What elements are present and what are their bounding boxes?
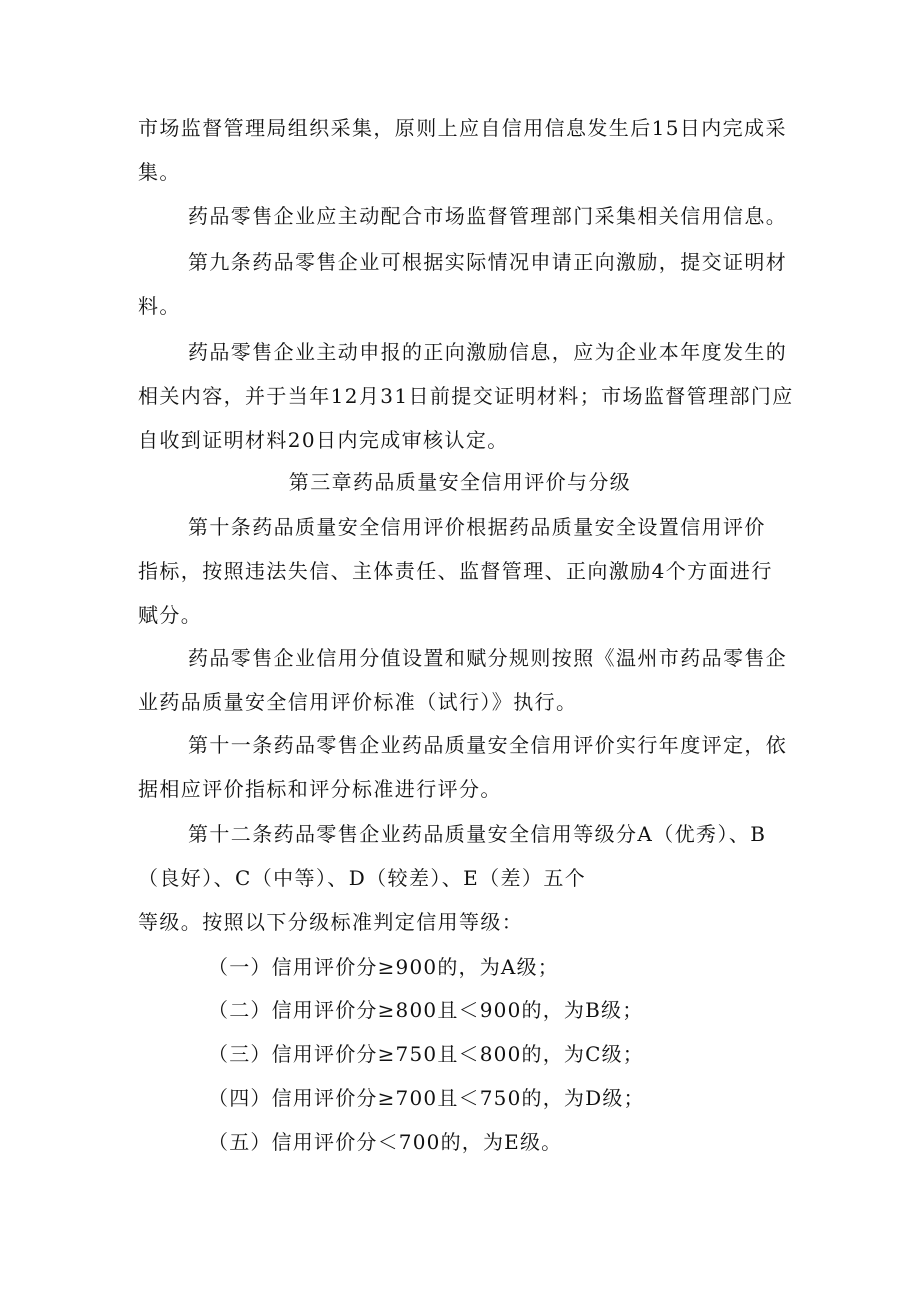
text-line: 第九条药品零售企业可根据实际情况申请正向激励，提交证明材 bbox=[188, 250, 788, 274]
paragraph-article-10 bbox=[138, 505, 788, 637]
grade-list-item-e: （五）信用评价分＜700的，为E级。 bbox=[208, 1130, 563, 1154]
text-line: 药品零售企业应主动配合市场监督管理部门采集相关信用信息。 bbox=[188, 204, 788, 228]
text-line: 市场监督管理局组织采集，原则上应自信用信息发生后15日内完成采 bbox=[138, 116, 787, 140]
chapter-heading: 第三章药品质量安全信用评价与分级 bbox=[288, 470, 632, 494]
grade-list-item-b: （二）信用评价分≥800且＜900的，为B级； bbox=[208, 998, 644, 1022]
grade-list-item-c: （三）信用评价分≥750且＜800的，为C级； bbox=[208, 1042, 645, 1066]
text-line: 集。 bbox=[138, 160, 181, 184]
paragraph-positive-incentive bbox=[138, 330, 794, 462]
grade-list-item-a: （一）信用评价分≥900的，为A级； bbox=[208, 955, 559, 979]
text-line: 自收到证明材料20日内完成审核认定。 bbox=[138, 428, 509, 452]
text-line: 赋分。 bbox=[138, 603, 203, 627]
text-line: 相关内容，并于当年12月31日前提交证明材料；市场监督管理部门应 bbox=[138, 384, 794, 408]
text-line: 指标，按照违法失信、主体责任、监督管理、正向激励4个方面进行 bbox=[138, 559, 773, 583]
paragraph-collection-deadline bbox=[138, 106, 788, 194]
text-line: 药品零售企业信用分值设置和赋分规则按照《温州市药品零售企 bbox=[188, 646, 788, 670]
paragraph-article-9 bbox=[138, 240, 788, 328]
text-line: 第十二条药品零售企业药品质量安全信用等级分A（优秀）、B bbox=[188, 822, 767, 846]
text-line: 等级。按照以下分级标准判定信用等级： bbox=[138, 910, 524, 934]
paragraph-article-12 bbox=[138, 812, 788, 944]
text-line: 据相应评价指标和评分标准进行评分。 bbox=[138, 777, 502, 801]
paragraph-article-11 bbox=[138, 723, 788, 811]
text-line: 业药品质量安全信用评价标准（试行）》执行。 bbox=[138, 690, 578, 714]
paragraph-cooperate-collection bbox=[138, 194, 788, 238]
text-line: 药品零售企业主动申报的正向激励信息，应为企业本年度发生的 bbox=[188, 340, 788, 364]
text-line: （良好）、C（中等）、D（较差）、E（差）五个 bbox=[138, 866, 587, 890]
grade-list-item-d: （四）信用评价分≥700且＜750的，为D级； bbox=[208, 1086, 645, 1110]
text-line: 料。 bbox=[138, 294, 181, 318]
text-line: 第十一条药品零售企业药品质量安全信用评价实行年度评定，依 bbox=[188, 733, 788, 757]
paragraph-scoring-rules bbox=[138, 636, 788, 724]
text-line: 第十条药品质量安全信用评价根据药品质量安全设置信用评价 bbox=[188, 515, 766, 539]
